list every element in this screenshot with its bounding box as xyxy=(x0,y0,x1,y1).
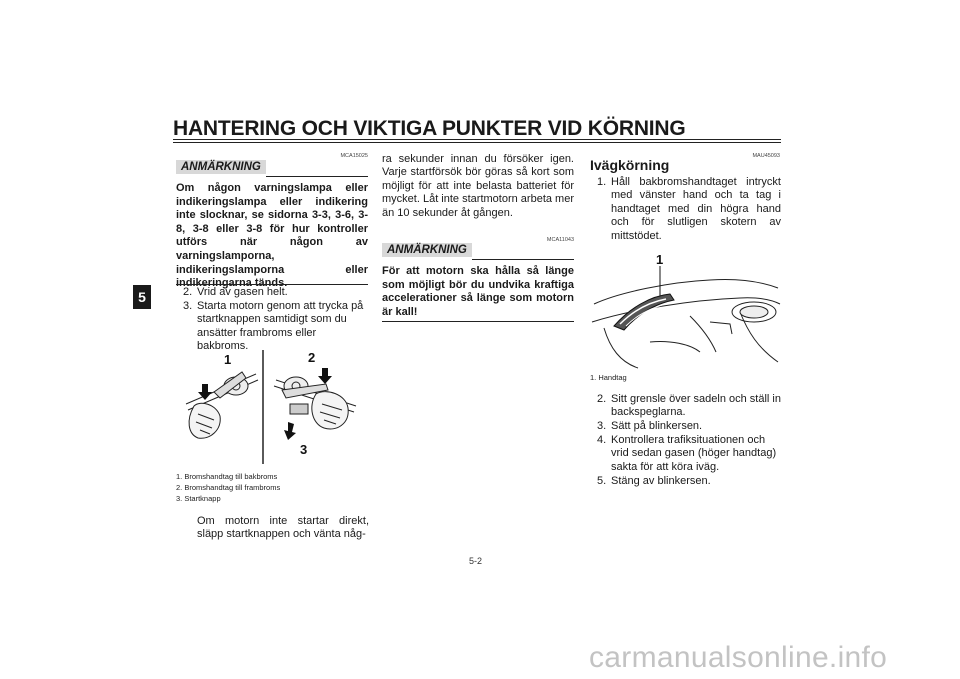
figure-label-2: 2 xyxy=(308,350,316,365)
continued-paragraph: Om motorn inte startar direkt, släpp startknappen och vänta någ- xyxy=(197,515,369,541)
step-text: Sitt grensle över sadeln och ställ in backspeglarna. xyxy=(611,393,781,419)
handlebar-figure xyxy=(176,344,370,468)
caption-handtag: 1. Handtag xyxy=(590,373,627,382)
step-number: 1. xyxy=(597,176,607,188)
step-3 xyxy=(597,420,781,433)
step-number: 5. xyxy=(597,475,607,487)
step-5 xyxy=(597,475,781,488)
reference-code: MCA11043 xyxy=(546,237,574,243)
figure-label-3: 3 xyxy=(300,442,308,457)
note-header: ANMÄRKNING xyxy=(382,243,472,257)
watermark: carmanualsonline.info xyxy=(589,641,888,674)
step-text: Vrid av gasen helt. xyxy=(197,286,288,298)
note-end-rule xyxy=(382,321,574,322)
step-number: 2. xyxy=(597,393,607,405)
step-4 xyxy=(597,434,781,474)
note-text: För att motorn ska hålla så länge som möjligt bör du undvika kraftiga accelerationer så länge som motorn är kall! xyxy=(382,265,574,318)
step-text: Håll bakbromshandtaget intryckt med vänster hand och ta tag i handtaget med din högra hand och för slutligen skotern av mittstödet. xyxy=(611,176,781,242)
step-text: Sätt på blinkersen. xyxy=(611,420,703,432)
page-number: 5-2 xyxy=(469,556,483,566)
step-2 xyxy=(597,393,781,420)
reference-code: MCA15025 xyxy=(340,153,368,159)
note-header-rule xyxy=(472,259,574,260)
section-heading: Ivägkörning xyxy=(590,157,670,173)
note-header-rule xyxy=(266,176,368,177)
page-title: HANTERING OCH VIKTIGA PUNKTER VID KÖRNING xyxy=(173,117,686,140)
title-rule-thin xyxy=(173,142,781,143)
continued-paragraph-2: ra sekunder innan du försöker igen. Varje startförsök bör göras så kort som möjligt för att inte belasta batteriet för mycket. Låt inte startmotorn arbeta mer än 10 sekunder åt gången. xyxy=(382,153,574,219)
caption-3: 3. Startknapp xyxy=(176,494,221,503)
step-number: 4. xyxy=(597,434,607,446)
section-tab: 5 xyxy=(133,285,151,309)
step-text: Kontrollera trafiksituationen och vrid sedan gasen (höger handtag) sakta för att köra iväg. xyxy=(611,434,777,473)
step-1 xyxy=(597,176,781,243)
caption-1: 1. Bromshandtag till bakbroms xyxy=(176,472,278,481)
grab-handle-figure xyxy=(590,252,782,370)
note-text: Om någon varningslampa eller indikeringslampa eller indikering inte slocknar, se sidorna 3-3, 3-6, 3-8, 3-8 eller 3-8 för hur kontroller utförs när någon av varningslamporna, indikeringslamporna eller indikeringarna tänds. xyxy=(176,182,368,290)
step-number: 3. xyxy=(183,300,193,312)
title-rule xyxy=(173,139,781,140)
figure-label-1: 1 xyxy=(656,252,664,267)
step-number: 3. xyxy=(597,420,607,432)
step-text: Starta motorn genom att trycka på startknappen samtidigt som du ansätter frambroms eller bakbroms. xyxy=(197,300,364,353)
step-number: 2. xyxy=(183,286,193,298)
reference-code: MAU45093 xyxy=(752,153,780,159)
step-text: Stäng av blinkersen. xyxy=(611,475,711,487)
note-header: ANMÄRKNING xyxy=(176,160,266,174)
figure-label-1: 1 xyxy=(224,352,232,367)
note-end-rule xyxy=(176,284,368,285)
step-2 xyxy=(183,286,369,299)
caption-2: 2. Bromshandtag till frambroms xyxy=(176,483,281,492)
